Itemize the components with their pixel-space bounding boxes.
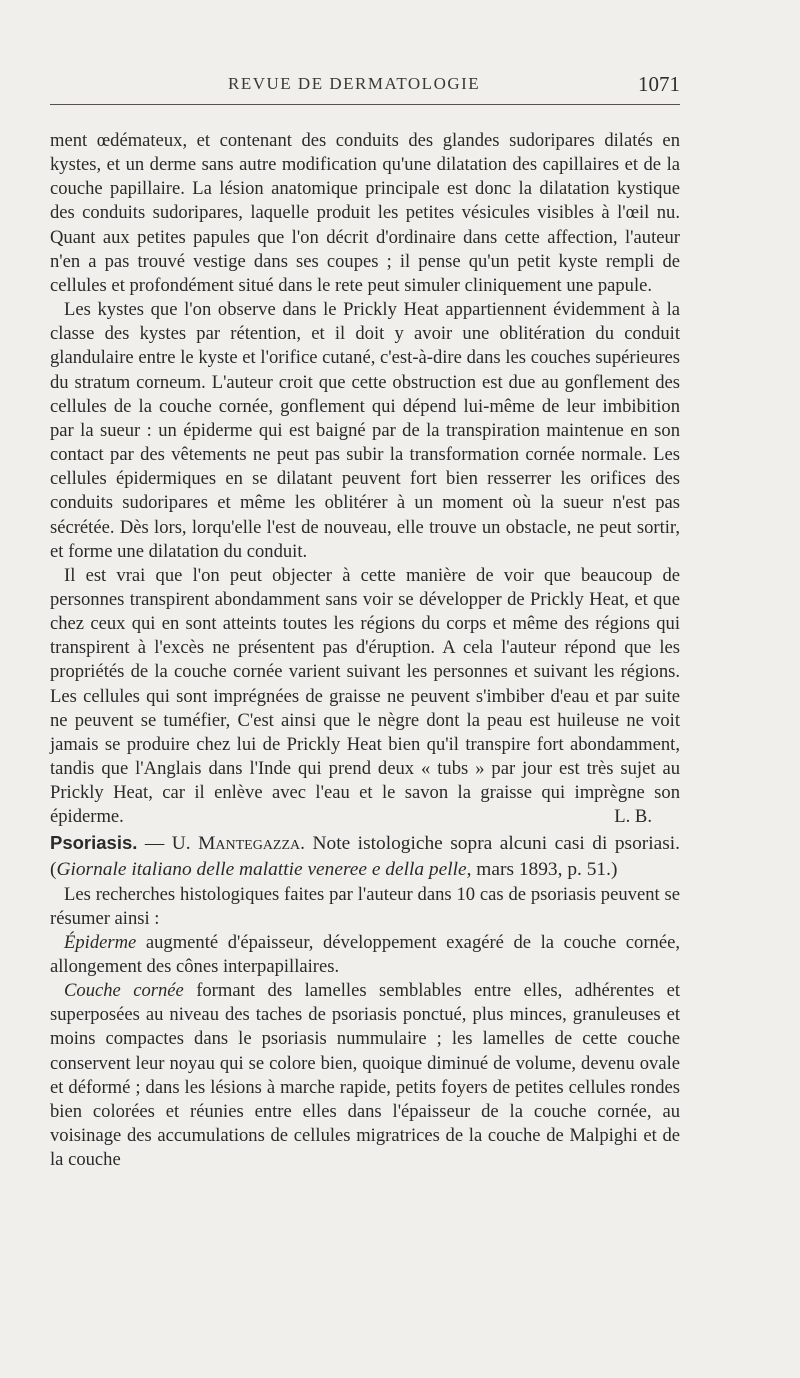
- paragraph-objection-text: Il est vrai que l'on peut objecter à cette manière de voir que beaucoup de personnes transpirent abondamment sans voir se développer de Prickly Heat, et que chez ceux qui en sont atteints toutes les régions du corps et même des régions qui transpirent à l'excès ne présentent pas d'éruption. A cela l'auteur répond que les propriétés de la couche cornée varient suivant les personnes et suivant les régions. Les cellules qui sont imprégnées de graisse ne peuvent s'imbiber d'eau et par suite ne peuvent se tuméfier, C'est ainsi que le nègre dont la peau est huileuse ne voit jamais se produire chez lui de Prickly Heat bien qu'il transpire fort abondamment, tandis que l'Anglais dans l'Inde qui prend deux « tubs » par jour est très sujet au Prickly Heat, car il enlève avec l'eau et le savon la graisse qui imprègne son épiderme.: [50, 564, 680, 828]
- paragraph-couche-cornee: [50, 979, 680, 1172]
- paragraph-kystes: Les kystes que l'on observe dans le Prickly Heat appartiennent évidemment à la classe des kystes par rétention, et il doit y avoir une oblitération du conduit glandulaire entre le kyste et l'orifice cutané, c'est-à-dire dans les couches supérieures du stratum corneum. L'auteur croit que cette obstruction est due au gonflement des cellules de la couche cornée, gonflement qui dépend lui-même de leur imbibition par la sueur : un épiderme qui est baigné par de la transpiration maintenue en son contact par des vêtements ne peut pas subir la transformation cornée normale. Les cellules épidermiques en se dilatant peuvent fort bien resserrer les orifices des conduits sudoripares et même les oblitérer à un moment où la sueur n'est pas sécrétée. Dès lors, lorqu'elle l'est de nouveau, elle trouve un obstacle, ne peut sortir, et forme une dilatation du conduit.: [50, 299, 680, 562]
- article-title: . Note istologiche sopra alcuni casi di psoriasi. (: [50, 832, 680, 880]
- paragraph-objection: [50, 564, 680, 830]
- article-dash: — U.: [137, 832, 199, 854]
- paragraph-couche-cornee-text: formant des lamelles semblables entre elles, adhérentes et superposées au niveau des taches de psoriasis ponctué, plus minces, granuleuses et moins compactes dans le psoriasis nummulaire ; les lamelles de cette couche conservent leur noyau qui se colore bien, quoique diminué de volume, devenu ovale et déformé ; dans les lésions à marche rapide, petits foyers de petites cellules rondes bien colorées et réunies entre elles dans l'épaisseur de la couche cornée, au voisinage des accumulations de cellules migratrices de la couche de Malpighi et de la couche: [50, 980, 680, 1171]
- running-title: REVUE DE DERMATOLOGIE: [228, 74, 481, 93]
- signature: L. B.: [614, 806, 652, 828]
- paragraph-recherches: Les recherches histologiques faites par l'auteur dans 10 cas de psoriasis peuvent se résumer ainsi :: [50, 883, 680, 929]
- article-rubric: Psoriasis.: [50, 831, 138, 853]
- page-header: [50, 72, 680, 102]
- paragraph-epiderme: [50, 931, 680, 979]
- article-heading: [50, 830, 680, 883]
- header-rule: [50, 104, 680, 105]
- article-author: Mantegazza: [198, 832, 301, 854]
- body-text: [50, 129, 680, 1172]
- term-epiderme: Épiderme: [64, 931, 137, 953]
- article-journal: Giornale italiano delle malattie veneree e della pelle: [56, 858, 467, 880]
- paragraph-epiderme-text: augmenté d'épaisseur, développement exagéré de la couche cornée, allongement des cônes interpapillaires.: [50, 931, 680, 977]
- paragraph-continuation: ment œdémateux, et contenant des conduits des glandes sudoripares dilatés en kystes, et un derme sans autre modification qu'une dilatation des capillaires et de la couche papillaire. La lésion anatomique principale est donc la dilatation kystique des conduits sudoripares, laquelle produit les petites vésicules visibles à l'œil nu. Quant aux petites papules que l'on décrit d'ordinaire dans cette affection, l'auteur n'en a pas trouvé vestige dans ses coupes ; il pense qu'un petit kyste rempli de cellules et profondément situé dans le rete peut simuler cliniquement une papule.: [50, 130, 680, 296]
- article-citation: , mars 1893, p. 51.): [466, 858, 618, 880]
- page-number: 1071: [638, 72, 680, 96]
- term-couche-cornee: Couche cornée: [64, 980, 184, 1002]
